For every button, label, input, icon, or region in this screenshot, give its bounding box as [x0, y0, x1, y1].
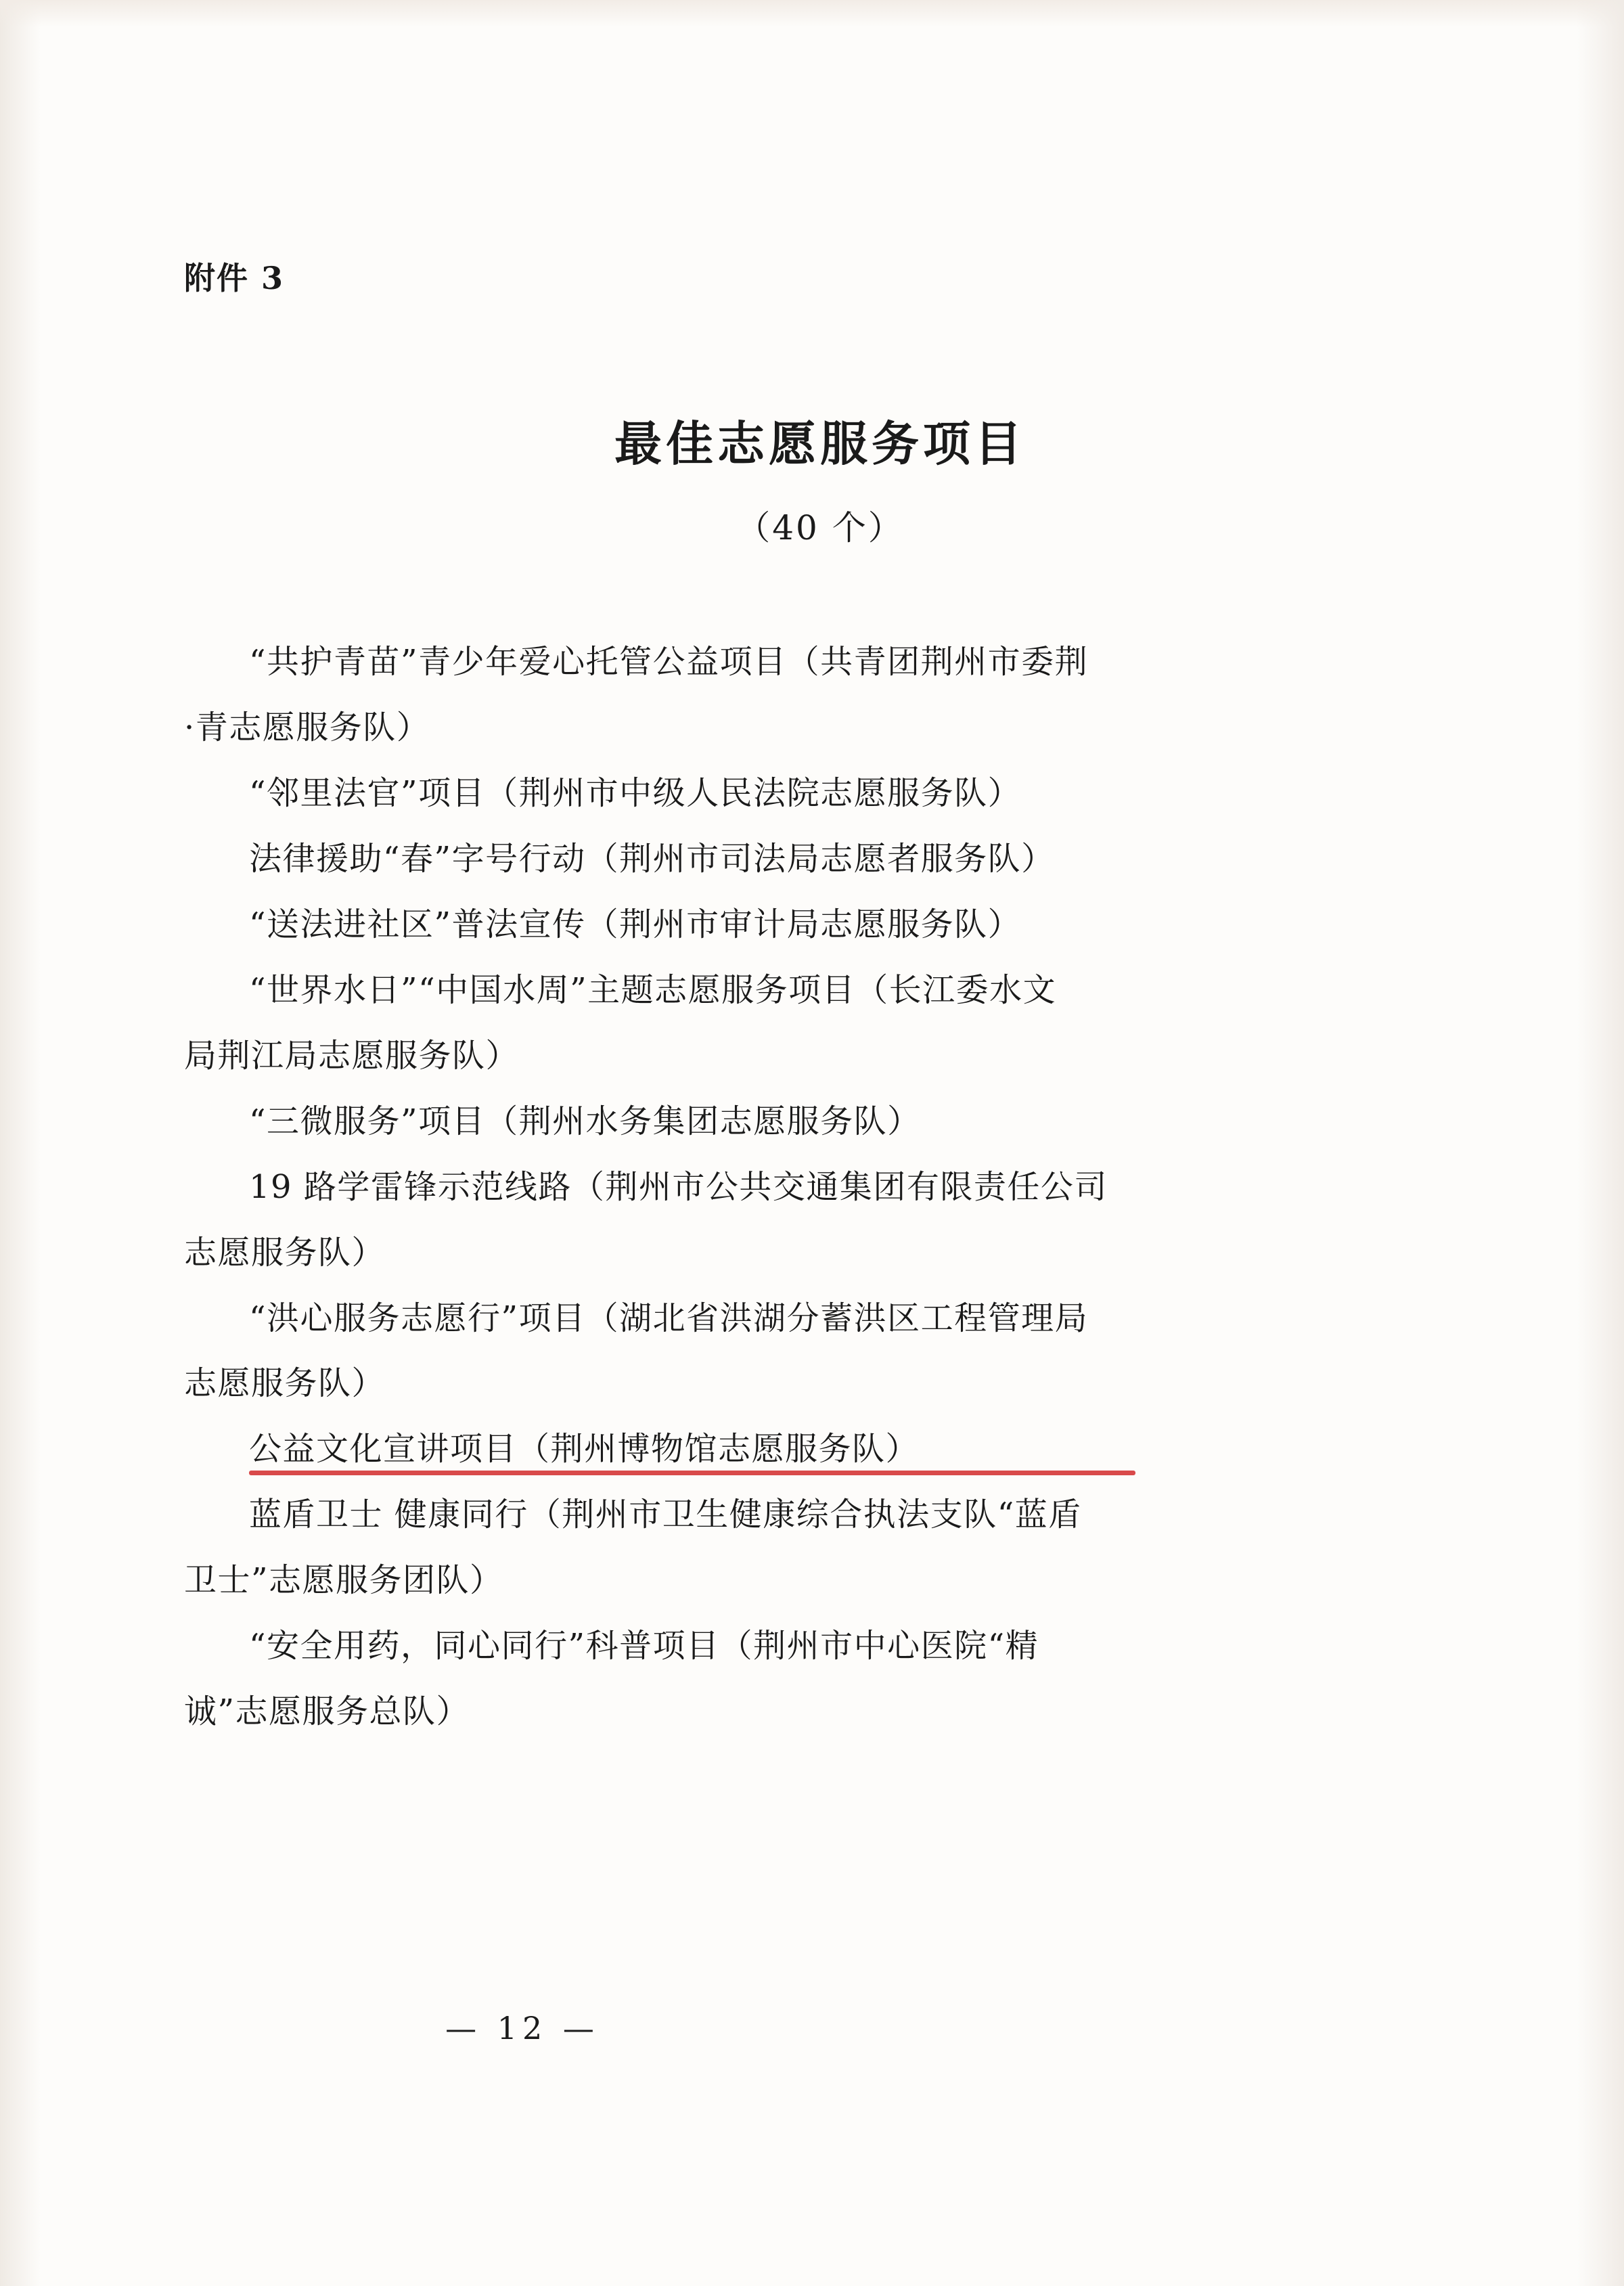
list-item-line: 19 路学雷锋示范线路（荆州市公共交通集团有限责任公司	[249, 1167, 1108, 1206]
list-item-line: 卫士”志愿服务团队）	[184, 1561, 503, 1600]
list-item	[184, 1482, 1456, 1613]
list-item	[184, 1613, 1456, 1745]
list-item	[184, 958, 1456, 1089]
red-underline-annotation	[249, 1471, 1135, 1475]
list-item-line: 蓝盾卫士 健康同行（荆州市卫生健康综合执法支队“蓝盾	[249, 1496, 1082, 1534]
scan-edge-left	[0, 0, 41, 2286]
list-item-line: “邻里法官”项目（荆州市中级人民法院志愿服务队）	[249, 774, 1022, 812]
scan-edge-top	[0, 0, 1624, 27]
list-item	[184, 761, 1456, 826]
list-item-line: “三微服务”项目（荆州水务集团志愿服务队）	[249, 1102, 921, 1140]
list-item-line: “共护青苗”青少年爱心托管公益项目（共青团荆州市委荆	[249, 643, 1089, 681]
list-item	[184, 826, 1456, 892]
list-item	[184, 1286, 1456, 1417]
list-item	[184, 1155, 1456, 1286]
page-subtitle-count: （40 个）	[736, 508, 904, 547]
list-item-line: “送法进社区”普法宣传（荆州市审计局志愿服务队）	[249, 905, 1022, 943]
list-item-line: 公益文化宣讲项目（荆州博物馆志愿服务队）	[249, 1430, 920, 1469]
list-item-line: ·青志愿服务队）	[184, 708, 430, 746]
page-title: 最佳志愿服务项目	[614, 416, 1026, 472]
list-item-line: 诚”志愿服务总队）	[184, 1693, 470, 1731]
project-list	[184, 629, 1456, 1745]
list-item	[184, 629, 1456, 761]
page-number: — 12 —	[445, 2010, 600, 2046]
list-item-line: “世界水日”“中国水周”主题志愿服务项目（长江委水文	[249, 970, 1057, 1009]
list-item-line: 局荆江局志愿服务队）	[184, 1036, 520, 1075]
scan-edge-right	[1577, 0, 1624, 2286]
attachment-label: 附件 3	[184, 260, 285, 296]
list-item-line: “洪心服务志愿行”项目（湖北省洪湖分蓄洪区工程管理局	[249, 1299, 1089, 1337]
list-item	[184, 892, 1456, 958]
list-item-line: 志愿服务队）	[184, 1364, 386, 1403]
list-item	[184, 1089, 1456, 1155]
list-item-line: “安全用药，同心同行”科普项目（荆州市中心医院“精	[249, 1627, 1039, 1665]
list-item-line: 志愿服务队）	[184, 1233, 386, 1272]
list-item-highlighted	[184, 1416, 1456, 1482]
list-item-line: 法律援助“春”字号行动（荆州市司法局志愿者服务队）	[249, 839, 1055, 878]
